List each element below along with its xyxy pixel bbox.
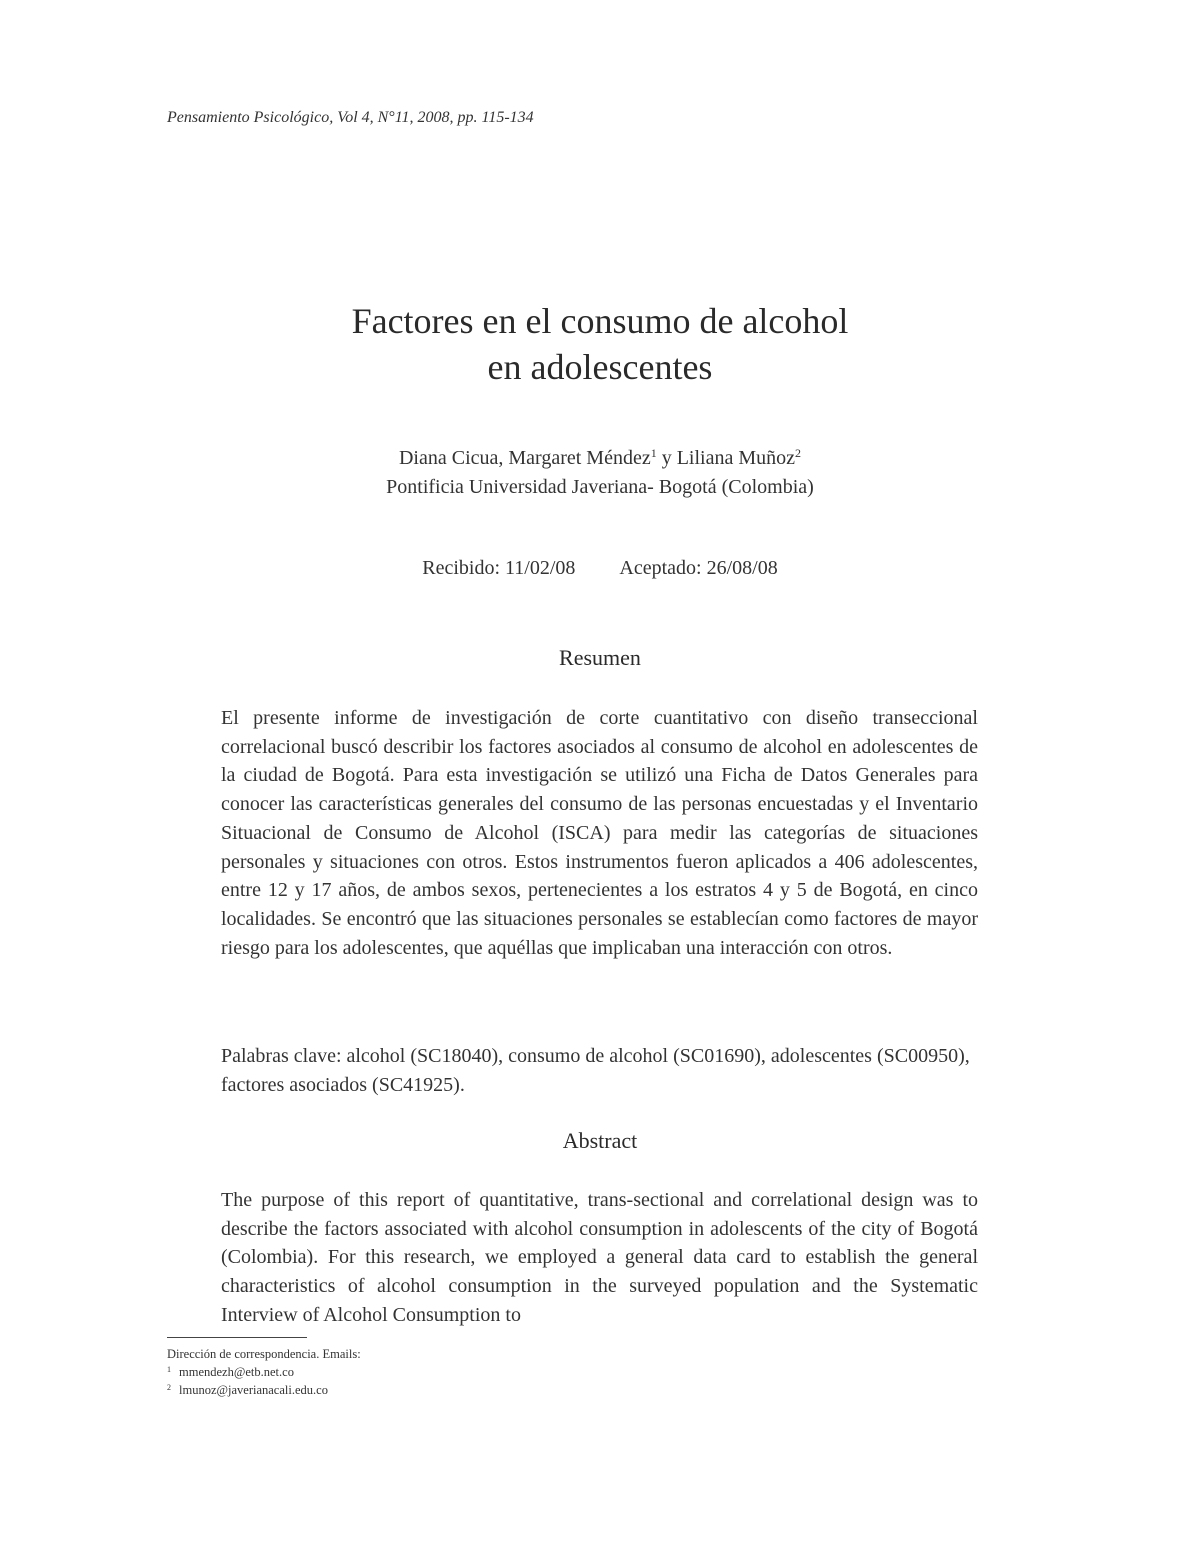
- footnote-mark-2: 2: [795, 446, 802, 460]
- footnote-1-email: mmendezh@etb.net.co: [179, 1365, 294, 1379]
- title-line-2: en adolescentes: [487, 347, 713, 387]
- affiliation: Pontificia Universidad Javeriana- Bogotá (Colombia): [386, 476, 814, 498]
- keywords: Palabras clave: alcohol (SC18040), consumo de alcohol (SC01690), adolescentes (SC00950), factores asociados (SC41925).: [221, 1045, 970, 1096]
- correspondence-note: Dirección de correspondencia. Emails:: [167, 1347, 361, 1361]
- footnotes: [167, 1345, 361, 1399]
- publication-dates: [0, 557, 1200, 580]
- author-name-1: Diana Cicua, Margaret Méndez: [398, 447, 651, 469]
- accepted-date: Aceptado: 26/08/08: [619, 557, 778, 579]
- footnote-1: [167, 1363, 361, 1381]
- footnote-2-email: lmunoz@javerianacali.edu.co: [179, 1383, 328, 1397]
- footnote-mark-1: 1: [650, 446, 657, 460]
- footnote-2-mark: 2: [167, 1383, 171, 1392]
- footnote-1-mark: 1: [167, 1365, 171, 1374]
- author-names: [0, 444, 1200, 473]
- resumen-heading: Resumen: [559, 645, 641, 670]
- footnote-2: [167, 1381, 361, 1399]
- title-line-1: Factores en el consumo de alcohol: [351, 301, 849, 341]
- received-date: Recibido: 11/02/08: [422, 557, 576, 579]
- footnote-divider: [167, 1337, 307, 1338]
- resumen-body: El presente informe de investigación de corte cuantitativo con diseño transeccional correlacional buscó describir los factores asociados al consumo de alcohol en adolescentes de la ciudad de Bogotá. Para esta investigación se utilizó una Ficha de Datos Generales para conocer las características generales del consumo de las personas encuestadas y el Inventario Situacional de Consumo de Alcohol (ISCA) para medir las categorías de situaciones personales y situaciones con otros. Estos instrumentos fueron aplicados a 406 adolescentes, entre 12 y 17 años, de ambos sexos, pertenecientes a los estratos 4 y 5 de Bogotá, en cinco localidades. Se encontró que las situaciones personales se establecían como factores de mayor riesgo para los adolescentes, que aquéllas que implicaban una interacción con otros.: [221, 707, 978, 959]
- abstract-body: The purpose of this report of quantitative, trans-sectional and correlational design was to describe the factors associated with alcohol consumption in adolescents of the city of Bogotá (Colombia). For this research, we employed a general data card to establish the general characteristics of alcohol consumption in the surveyed population and the Systematic Interview of Alcohol Consumption to: [221, 1189, 978, 1326]
- journal-reference: Pensamiento Psicológico, Vol 4, N°11, 2008, pp. 115-134: [167, 109, 534, 126]
- abstract-heading: Abstract: [562, 1128, 638, 1153]
- author-name-2: y Liliana Muñoz: [656, 447, 796, 469]
- author-block: [0, 444, 1200, 502]
- article-title: [0, 298, 1200, 390]
